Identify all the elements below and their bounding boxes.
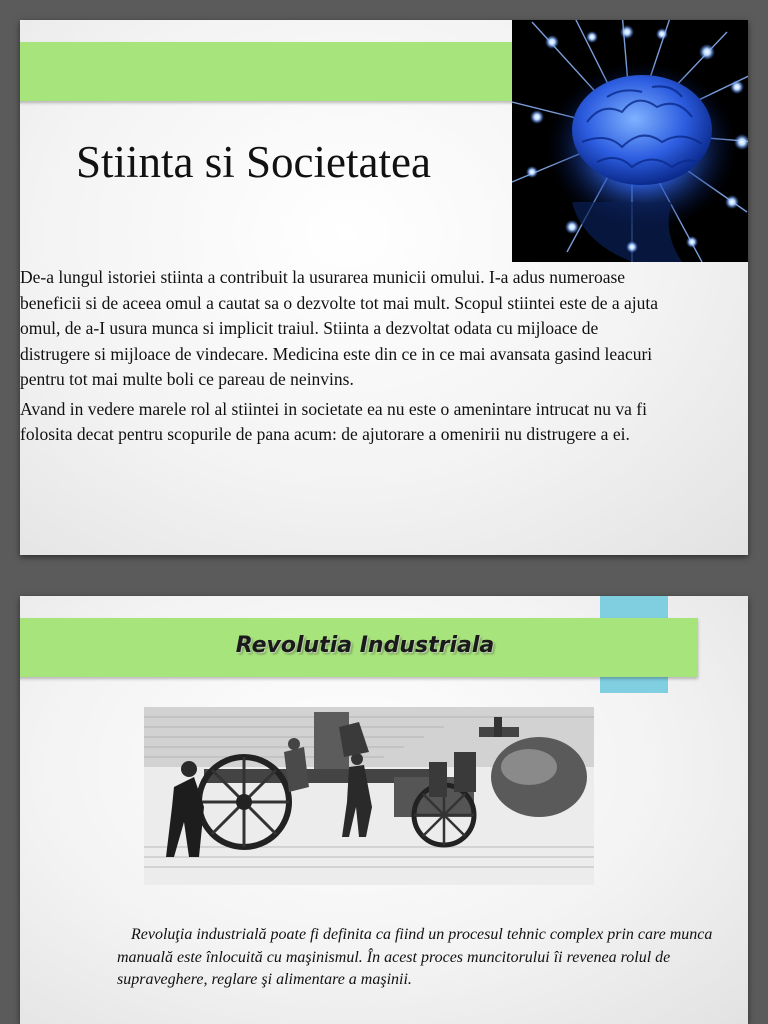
slide-1 (20, 20, 748, 555)
slide-2-title: Revolutia Industriala (235, 633, 495, 658)
slide-2-body: Revoluţia industrială poate fi definita ca fiind un procesul tehnic complex prin care munca manuală este înlocuită cu maşinismul. În acest proces muncitorului îi revenea rolul de supraveghere, reglare şi alimentare a maşinii. (117, 926, 713, 988)
title-accent-band (20, 42, 528, 101)
steam-carriage-engraving-icon (144, 707, 594, 885)
slide-2 (20, 596, 748, 1024)
paragraph-2: Avand in vedere marele rol al stiintei in societate ea nu este o amenintare intrucat nu va fi folosita decat pentru scopurile de pana acum: de ajutorare a omenirii nu distrugere a ei. (20, 398, 647, 444)
paragraph-1: De-a lungul istoriei stiinta a contribuit la usurarea municii omului. I-a adus numeroase beneficii si de aceea omul a cautat sa o dezvolte tot mai mult. Scopul stiintei este de a ajuta omul, de a-I usura munca si implicit traiul. Stiinta a dezvoltat odata cu mijloace de distrugere si mijloace de vindecare. Medicina este din ce in ce mai avansata gasind leacuri pentru tot mai multe boli ce pareau de neinvins. (20, 267, 659, 389)
slide-1-title: Stiinta si Societatea (76, 137, 431, 187)
brain-network-icon (512, 20, 748, 262)
slide-1-body (20, 265, 660, 452)
